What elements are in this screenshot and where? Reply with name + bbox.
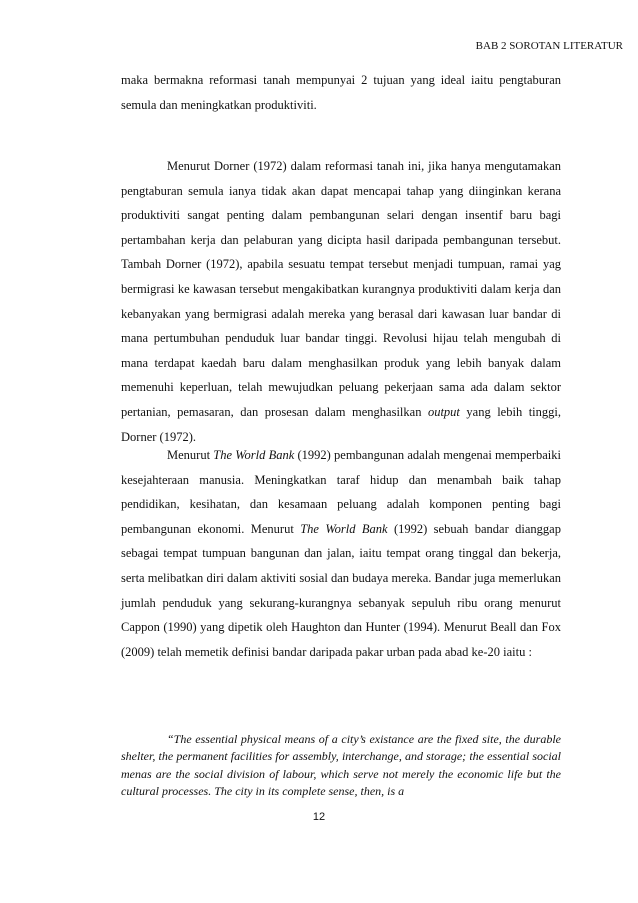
italic-term: The World Bank [300,521,388,536]
text-run: yang lebih tinggi, Dorner (1972). [121,404,561,444]
text-run: maka bermakna reformasi tanah mempunyai 2 tujuan yang ideal iaitu pengtaburan semula dan meningkatkan produktiviti. [121,73,561,112]
page-number: 12 [312,811,326,823]
text-run: Menurut Dorner (1972) dalam reformasi tanah ini, jika hanya mengutamakan pengtaburan semula ianya tidak akan dapat mencapai tahap yang diinginkan kerana produktiviti sangat penting dalam pembangunan selari dengan insentif baru bagi pertambahan kerja dan pelaburan yang dicipta hasil daripada pembangunan tersebut. Tambah Dorner (1972), apabila sesuatu tempat tersebut menjadi tumpuan, ramai yag bermigrasi ke kawasan tersebut mengakibatkan kurangnya produktiviti dalam kerja dan kebanyakan yang bermigrasi adalah mereka yang berasal dari kawasan luar bandar di mana pertumbuhan penduduk luar bandar tinggi. Revolusi hijau telah mengubah di mana terdapat kaedah baru dalam menghasilkan produk yang lebih banyak dalam memenuhi keperluan, telah mewujudkan peluang pekerjaan sama ada dalam sektor pertanian, pemasaran, dan prosesan dalam menghasilkan [121,159,561,419]
italic-term: output [427,404,460,419]
chapter-header: BAB 2 SOROTAN LITERATUR [475,40,623,52]
quote-text: “The essential physical means of a city’s existance are the fixed site, the durable shelter, the permanent facilities for assembly, interchange, and storage; the essential social menas are the social division of labour, which serve not merely the economic life but the cultural processes. The city in its complete sense, then, is a [121,732,561,798]
block-quote [121,731,561,800]
paragraph-dorner [121,154,561,449]
text-run: (1992) pembangunan adalah mengenai memperbaiki kesejahteraan manusia. Meningkatkan taraf hidup dan menambah baik tahap pendidikan, kesihatan, dan kesamaan peluang adalah komponen penting bagi pembangunan ekonomi. Menurut [121,448,561,536]
italic-term: The World Bank [213,448,295,462]
text-run: Menurut [167,448,214,462]
text-run: (1992) sebuah bandar dianggap sebagai tempat tumpuan bangunan dan jalan, iaitu tempat orang tinggal dan bekerja, serta melibatkan diri dalam aktiviti sosial dan budaya mereka. Bandar juga memerlukan jumlah penduduk yang sekurang-kurangnya sebanyak sepuluh ribu orang menurut Cappon (1990) yang dipetik oleh Haughton dan Hunter (1994). Menurut Beall dan Fox (2009) telah memetik definisi bandar daripada pakar urban pada abad ke-20 iaitu : [121,521,561,659]
paragraph-world-bank [121,443,561,664]
paragraph-intro [121,68,561,117]
